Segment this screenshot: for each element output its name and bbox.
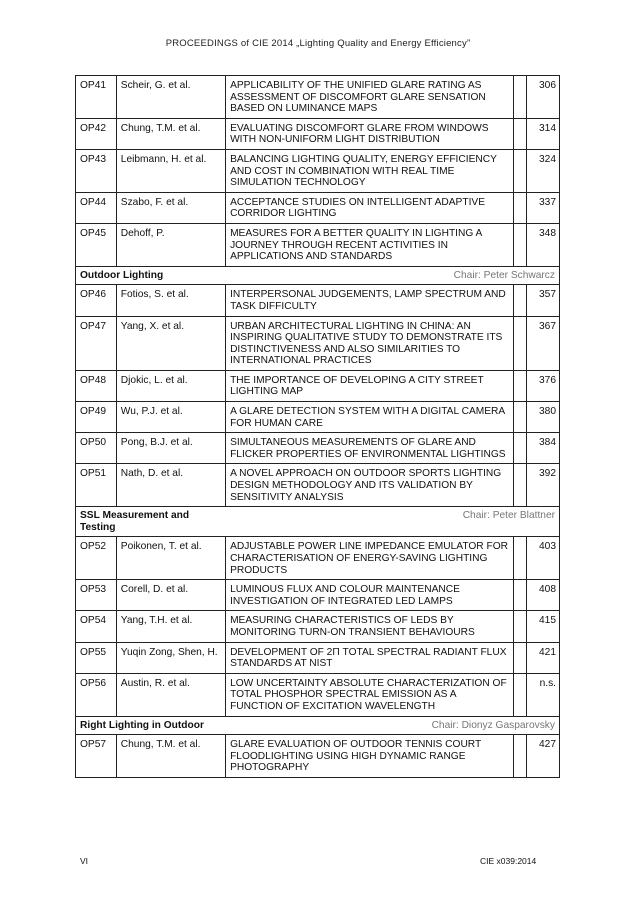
paper-title: A NOVEL APPROACH ON OUTDOOR SPORTS LIGHTING DESIGN METHODOLOGY AND ITS VALIDATION BY SENSITIVITY ANALYSIS bbox=[225, 463, 514, 506]
paper-code: OP43 bbox=[75, 149, 116, 192]
paper-code: OP52 bbox=[75, 536, 116, 579]
column-gap bbox=[514, 642, 526, 673]
paper-title: URBAN ARCHITECTURAL LIGHTING IN CHINA: AN INSPIRING QUALITATIVE STUDY TO DEMONSTRATE ITS DISTINCTIVENESS AND ALSO SIMILARITIES TO INTERNATIONAL PRACTICES bbox=[225, 316, 514, 370]
paper-authors: Fotios, S. et al. bbox=[116, 284, 225, 315]
paper-row bbox=[75, 223, 560, 266]
paper-title: INTERPERSONAL JUDGEMENTS, LAMP SPECTRUM AND TASK DIFFICULTY bbox=[225, 284, 514, 315]
paper-page: 306 bbox=[526, 75, 560, 118]
paper-code: OP44 bbox=[75, 192, 116, 223]
column-gap bbox=[514, 401, 526, 432]
paper-page: 324 bbox=[526, 149, 560, 192]
paper-page: 392 bbox=[526, 463, 560, 506]
session-row bbox=[75, 506, 560, 536]
paper-code: OP53 bbox=[75, 579, 116, 610]
paper-authors: Szabo, F. et al. bbox=[116, 192, 225, 223]
column-gap bbox=[514, 463, 526, 506]
paper-authors: Pong, B.J. et al. bbox=[116, 432, 225, 463]
column-gap bbox=[514, 579, 526, 610]
session-row bbox=[75, 266, 560, 285]
paper-row bbox=[75, 149, 560, 192]
paper-authors: Dehoff, P. bbox=[116, 223, 225, 266]
column-gap bbox=[514, 75, 526, 118]
table-of-contents bbox=[75, 75, 560, 778]
paper-page: 367 bbox=[526, 316, 560, 370]
paper-title: MEASURES FOR A BETTER QUALITY IN LIGHTING A JOURNEY THROUGH RECENT ACTIVITIES IN APPLICATIONS AND STANDARDS bbox=[225, 223, 514, 266]
session-chair: Chair: Peter Blattner bbox=[225, 506, 560, 536]
paper-row bbox=[75, 316, 560, 370]
page-header: PROCEEDINGS of CIE 2014 „Lighting Quality and Energy Efficiency” bbox=[165, 38, 471, 49]
column-gap bbox=[514, 370, 526, 401]
paper-code: OP46 bbox=[75, 284, 116, 315]
paper-code: OP51 bbox=[75, 463, 116, 506]
paper-code: OP50 bbox=[75, 432, 116, 463]
paper-authors: Wu, P.J. et al. bbox=[116, 401, 225, 432]
paper-authors: Corell, D. et al. bbox=[116, 579, 225, 610]
column-gap bbox=[514, 536, 526, 579]
paper-row bbox=[75, 579, 560, 610]
session-chair: Chair: Peter Schwarcz bbox=[225, 266, 560, 285]
paper-title: BALANCING LIGHTING QUALITY, ENERGY EFFICIENCY AND COST IN COMBINATION WITH REAL TIME SIMULATION TECHNOLOGY bbox=[225, 149, 514, 192]
paper-title: ADJUSTABLE POWER LINE IMPEDANCE EMULATOR FOR CHARACTERISATION OF ENERGY-SAVING LIGHTING PRODUCTS bbox=[225, 536, 514, 579]
paper-title: GLARE EVALUATION OF OUTDOOR TENNIS COURT FLOODLIGHTING USING HIGH DYNAMIC RANGE PHOTOGRAPHY bbox=[225, 734, 514, 778]
paper-page: 337 bbox=[526, 192, 560, 223]
column-gap bbox=[514, 223, 526, 266]
paper-page: 314 bbox=[526, 118, 560, 149]
paper-title: SIMULTANEOUS MEASUREMENTS OF GLARE AND FLICKER PROPERTIES OF ENVIRONMENTAL LIGHTINGS bbox=[225, 432, 514, 463]
paper-row bbox=[75, 610, 560, 641]
paper-authors: Leibmann, H. et al. bbox=[116, 149, 225, 192]
paper-row bbox=[75, 75, 560, 118]
paper-title: EVALUATING DISCOMFORT GLARE FROM WINDOWS WITH NON-UNIFORM LIGHT DISTRIBUTION bbox=[225, 118, 514, 149]
paper-page: 421 bbox=[526, 642, 560, 673]
paper-authors: Poikonen, T. et al. bbox=[116, 536, 225, 579]
paper-page: 408 bbox=[526, 579, 560, 610]
paper-page: 415 bbox=[526, 610, 560, 641]
session-name: SSL Measurement and Testing bbox=[75, 506, 225, 536]
paper-page: 403 bbox=[526, 536, 560, 579]
paper-title: LOW UNCERTAINTY ABSOLUTE CHARACTERIZATION OF TOTAL PHOSPHOR SPECTRAL EMISSION AS A FUNCTION OF EXCITATION WAVELENGTH bbox=[225, 673, 514, 716]
paper-row bbox=[75, 432, 560, 463]
paper-authors: Nath, D. et al. bbox=[116, 463, 225, 506]
paper-code: OP49 bbox=[75, 401, 116, 432]
paper-row bbox=[75, 642, 560, 673]
paper-page: n.s. bbox=[526, 673, 560, 716]
page-number: VI bbox=[80, 856, 89, 866]
paper-authors: Austin, R. et al. bbox=[116, 673, 225, 716]
paper-code: OP45 bbox=[75, 223, 116, 266]
paper-row bbox=[75, 284, 560, 315]
paper-page: 357 bbox=[526, 284, 560, 315]
paper-title: MEASURING CHARACTERISTICS OF LEDS BY MONITORING TURN-ON TRANSIENT BEHAVIOURS bbox=[225, 610, 514, 641]
paper-title: LUMINOUS FLUX AND COLOUR MAINTENANCE INVESTIGATION OF INTEGRATED LED LAMPS bbox=[225, 579, 514, 610]
paper-authors: Scheir, G. et al. bbox=[116, 75, 225, 118]
paper-title: THE IMPORTANCE OF DEVELOPING A CITY STREET LIGHTING MAP bbox=[225, 370, 514, 401]
paper-code: OP47 bbox=[75, 316, 116, 370]
paper-authors: Chung, T.M. et al. bbox=[116, 118, 225, 149]
paper-authors: Yuqin Zong, Shen, H. bbox=[116, 642, 225, 673]
column-gap bbox=[514, 673, 526, 716]
paper-row bbox=[75, 192, 560, 223]
session-name: Right Lighting in Outdoor bbox=[75, 716, 225, 735]
paper-code: OP48 bbox=[75, 370, 116, 401]
paper-row bbox=[75, 370, 560, 401]
paper-row bbox=[75, 673, 560, 716]
paper-page: 384 bbox=[526, 432, 560, 463]
paper-page: 427 bbox=[526, 734, 560, 778]
document-code: CIE x039:2014 bbox=[480, 856, 537, 866]
column-gap bbox=[514, 610, 526, 641]
paper-code: OP57 bbox=[75, 734, 116, 778]
paper-page: 376 bbox=[526, 370, 560, 401]
paper-authors: Chung, T.M. et al. bbox=[116, 734, 225, 778]
session-chair: Chair: Dionyz Gasparovsky bbox=[225, 716, 560, 735]
paper-code: OP55 bbox=[75, 642, 116, 673]
paper-title: A GLARE DETECTION SYSTEM WITH A DIGITAL CAMERA FOR HUMAN CARE bbox=[225, 401, 514, 432]
paper-title: ACCEPTANCE STUDIES ON INTELLIGENT ADAPTIVE CORRIDOR LIGHTING bbox=[225, 192, 514, 223]
paper-code: OP54 bbox=[75, 610, 116, 641]
session-row bbox=[75, 716, 560, 735]
paper-code: OP41 bbox=[75, 75, 116, 118]
column-gap bbox=[514, 316, 526, 370]
column-gap bbox=[514, 192, 526, 223]
paper-row bbox=[75, 734, 560, 778]
column-gap bbox=[514, 149, 526, 192]
column-gap bbox=[514, 432, 526, 463]
paper-row bbox=[75, 401, 560, 432]
paper-authors: Djokic, L. et al. bbox=[116, 370, 225, 401]
paper-title: DEVELOPMENT OF 2Π TOTAL SPECTRAL RADIANT FLUX STANDARDS AT NIST bbox=[225, 642, 514, 673]
session-name: Outdoor Lighting bbox=[75, 266, 225, 285]
toc-body bbox=[75, 75, 560, 778]
paper-row bbox=[75, 536, 560, 579]
paper-page: 380 bbox=[526, 401, 560, 432]
paper-title: APPLICABILITY OF THE UNIFIED GLARE RATING AS ASSESSMENT OF DISCOMFORT GLARE SENSATION BASED ON LUMINANCE MAPS bbox=[225, 75, 514, 118]
paper-code: OP56 bbox=[75, 673, 116, 716]
paper-row bbox=[75, 463, 560, 506]
column-gap bbox=[514, 284, 526, 315]
paper-code: OP42 bbox=[75, 118, 116, 149]
paper-row bbox=[75, 118, 560, 149]
paper-authors: Yang, T.H. et al. bbox=[116, 610, 225, 641]
paper-authors: Yang, X. et al. bbox=[116, 316, 225, 370]
column-gap bbox=[514, 118, 526, 149]
column-gap bbox=[514, 734, 526, 778]
paper-page: 348 bbox=[526, 223, 560, 266]
